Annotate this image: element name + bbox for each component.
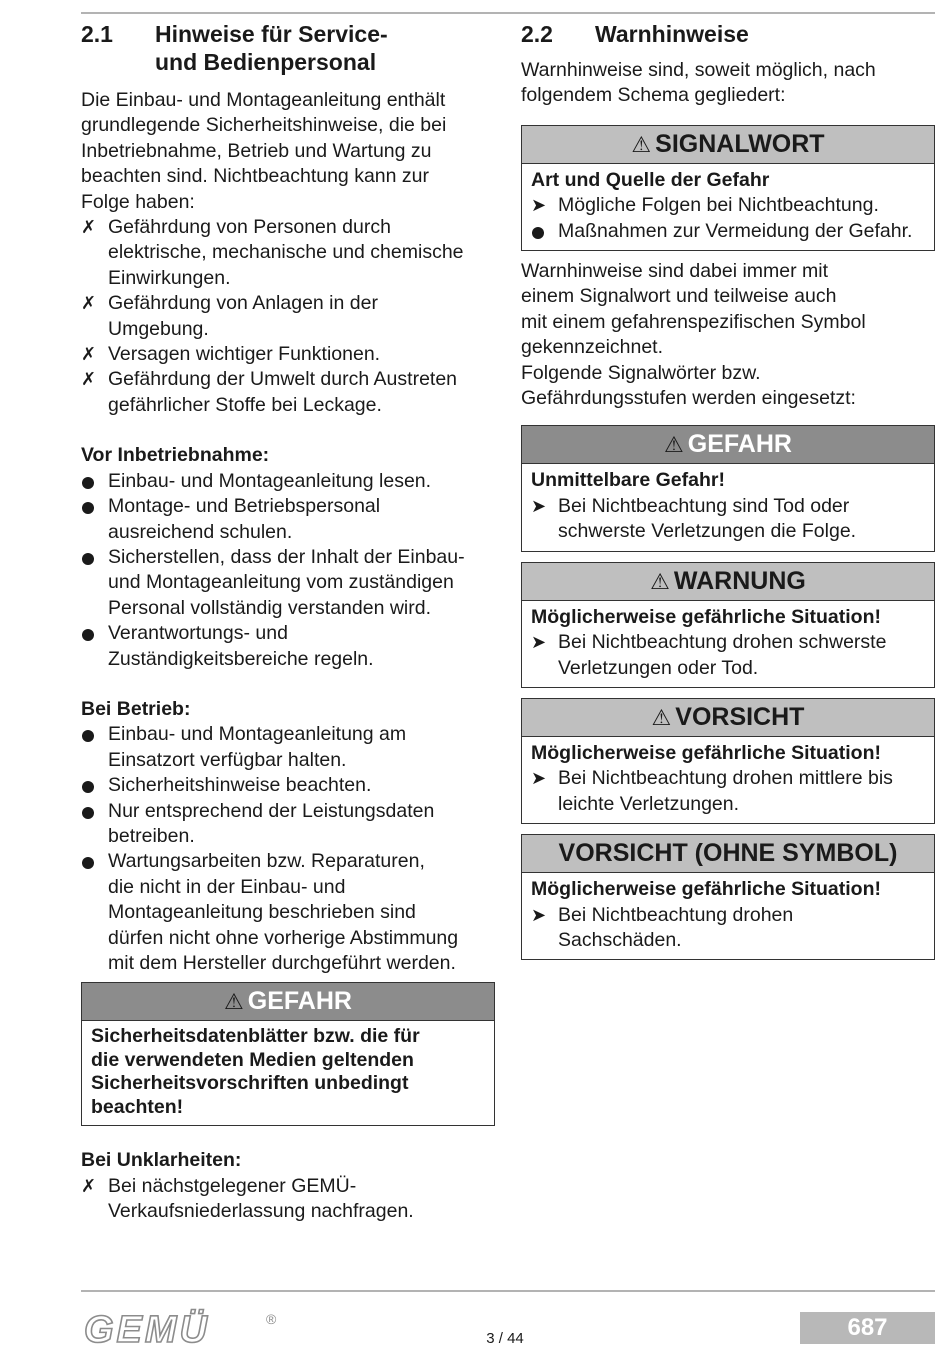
signal-word: VORSICHT (OHNE SYMBOL)	[558, 839, 898, 868]
danger-notice-body	[82, 1021, 494, 1125]
list-item: Wartungsarbeiten bzw. Reparaturen, die nicht in der Einbau- und Montageanleitung beschrieben sind dürfen nicht ohne vorherige Abstimmung mit dem Hersteller durchgeführt werden.	[81, 849, 495, 976]
list-item: ➤ Bei Nichtbeachtung sind Tod oder schwerste Verletzungen die Folge.	[531, 494, 925, 545]
level-box-vorsicht-ohne-symbol	[521, 834, 935, 960]
level-header	[522, 563, 934, 601]
schema-box	[521, 125, 935, 251]
danger-notice-text: Sicherheitsdatenblätter bzw. die für die verwendeten Medien geltenden Sicherheitsvorschriften unbedingt beachten!	[91, 1025, 420, 1118]
danger-notice-box	[81, 982, 495, 1126]
warning-triangle-icon: ⚠	[651, 704, 672, 730]
arrow-bullet-icon: ➤	[531, 195, 547, 216]
section-2-1-heading	[81, 20, 495, 76]
cross-bullet-icon: ✗	[81, 293, 97, 314]
level-situation: Unmittelbare Gefahr!	[531, 469, 725, 492]
dot-bullet-icon	[81, 621, 108, 672]
dot-bullet-icon	[81, 799, 108, 850]
page-number: 3 / 44	[486, 1330, 524, 1347]
section-title: Warnhinweise	[595, 21, 749, 47]
left-column	[81, 20, 495, 1225]
level-box-gefahr	[521, 425, 935, 551]
level-situation: Möglicherweise gefährliche Situation!	[531, 605, 881, 628]
level-body	[522, 601, 934, 687]
dot-bullet-icon	[81, 849, 108, 976]
list-item: ✗ Gefährdung von Anlagen in der Umgebung.	[81, 291, 495, 342]
level-body	[522, 873, 934, 959]
section-number: 2.2	[521, 21, 553, 47]
list-item: Maßnahmen zur Vermeidung der Gefahr.	[531, 219, 925, 244]
level-header	[522, 699, 934, 737]
intro-paragraph: Die Einbau- und Montageanleitung enthält grundlegende Sicherheitshinweise, die bei Inbetriebnahme, Betrieb und Wartung zu beachten sind. Nichtbeachtung kann zur Folge haben:	[81, 89, 447, 213]
bottom-rule	[81, 1290, 935, 1292]
signal-word: GEFAHR	[247, 987, 352, 1016]
warning-triangle-icon: ⚠	[224, 989, 244, 1015]
level-list	[531, 903, 925, 954]
arrow-bullet-icon: ➤	[531, 768, 547, 789]
list-item: Einbau- und Montageanleitung lesen.	[81, 469, 495, 494]
registered-mark: ®	[266, 1311, 277, 1327]
list-item: Montage- und Betriebspersonal ausreichend schulen.	[81, 494, 495, 545]
schema-header	[522, 126, 934, 164]
schema-body	[522, 164, 934, 250]
level-box-vorsicht	[521, 698, 935, 824]
section-number: 2.1	[81, 21, 113, 47]
cross-bullet-icon: ✗	[81, 217, 97, 238]
level-header	[522, 426, 934, 464]
level-list	[531, 766, 925, 817]
gemu-logo-graphic	[82, 1306, 287, 1348]
schema-list	[531, 193, 925, 244]
list-item: ✗ Gefährdung der Umwelt durch Austreten gefährlicher Stoffe bei Leckage.	[81, 367, 495, 418]
consequence-list	[81, 215, 495, 418]
list-item: Nur entsprechend der Leistungsdaten betreiben.	[81, 799, 495, 850]
warning-intro: Warnhinweise sind, soweit möglich, nach folgendem Schema gegliedert:	[521, 59, 876, 107]
cross-bullet-icon: ✗	[81, 369, 97, 390]
list-item: ✗ Bei nächstgelegener GEMÜ- Verkaufsniederlassung nachfragen.	[81, 1174, 495, 1225]
dot-bullet-icon	[81, 722, 108, 773]
dot-bullet-icon	[81, 545, 108, 621]
level-situation: Möglicherweise gefährliche Situation!	[531, 878, 881, 901]
section-2-2-heading	[521, 20, 935, 48]
arrow-bullet-icon: ➤	[531, 495, 547, 516]
document-number-badge: 687	[800, 1312, 935, 1344]
list-item: Verantwortungs- und Zuständigkeitsbereiche regeln.	[81, 621, 495, 672]
signal-word: GEFAHR	[687, 430, 792, 459]
before-commissioning-list	[81, 469, 495, 672]
level-header	[522, 835, 934, 873]
level-list	[531, 630, 925, 681]
list-item: ➤ Bei Nichtbeachtung drohen mittlere bis leichte Verletzungen.	[531, 766, 925, 817]
warning-triangle-icon: ⚠	[650, 568, 670, 594]
dot-bullet-icon	[81, 469, 108, 494]
list-item: ➤ Mögliche Folgen bei Nichtbeachtung.	[531, 193, 925, 218]
dot-bullet-icon	[81, 494, 108, 545]
warning-triangle-icon: ⚠	[631, 131, 652, 157]
level-situation: Möglicherweise gefährliche Situation!	[531, 741, 881, 764]
operation-title: Bei Betrieb:	[81, 697, 191, 720]
arrow-bullet-icon: ➤	[531, 632, 547, 653]
unclear-list	[81, 1174, 495, 1225]
operation-list	[81, 722, 495, 976]
warning-triangle-icon: ⚠	[664, 432, 684, 458]
dot-bullet-icon	[531, 219, 558, 244]
list-item: ✗ Versagen wichtiger Funktionen.	[81, 342, 495, 367]
before-commissioning-title: Vor Inbetriebnahme:	[81, 444, 270, 467]
signal-words-paragraph: Warnhinweise sind dabei immer mit einem Signalwort und teilweise auch mit einem gefahrenspezifischen Symbol gekennzeichnet. Folgende Signalwörter bzw. Gefährdungsstufen werden eingesetzt:	[521, 260, 866, 410]
hazard-type: Art und Quelle der Gefahr	[531, 168, 770, 191]
level-body	[522, 464, 934, 550]
list-item: ➤ Bei Nichtbeachtung drohen Sachschäden.	[531, 903, 925, 954]
cross-bullet-icon: ✗	[81, 344, 97, 365]
arrow-bullet-icon: ➤	[531, 904, 547, 925]
section-title: Hinweise für Service- und Bedienpersonal	[155, 21, 388, 75]
right-column	[521, 20, 935, 960]
signal-word: WARNUNG	[673, 566, 806, 595]
top-rule	[81, 12, 935, 14]
gemu-logo	[82, 1306, 287, 1353]
level-list	[531, 494, 925, 545]
danger-notice-header	[82, 983, 494, 1021]
signal-word: VORSICHT	[675, 702, 805, 731]
logo-wordmark: GEMÜ	[84, 1309, 210, 1348]
dot-bullet-icon	[81, 773, 108, 798]
list-item: Sicherstellen, dass der Inhalt der Einbau- und Montageanleitung vom zuständigen Personal vollständig verstanden wird.	[81, 545, 495, 621]
list-item: Einbau- und Montageanleitung am Einsatzort verfügbar halten.	[81, 722, 495, 773]
level-box-warnung	[521, 562, 935, 688]
level-body	[522, 737, 934, 823]
list-item: ✗ Gefährdung von Personen durch elektrische, mechanische und chemische Einwirkungen.	[81, 215, 495, 291]
list-item: ➤ Bei Nichtbeachtung drohen schwerste Verletzungen oder Tod.	[531, 630, 925, 681]
list-item: Sicherheitshinweise beachten.	[81, 773, 495, 798]
signal-word: SIGNALWORT	[655, 129, 825, 158]
unclear-title: Bei Unklarheiten:	[81, 1149, 242, 1172]
cross-bullet-icon: ✗	[81, 1175, 97, 1196]
